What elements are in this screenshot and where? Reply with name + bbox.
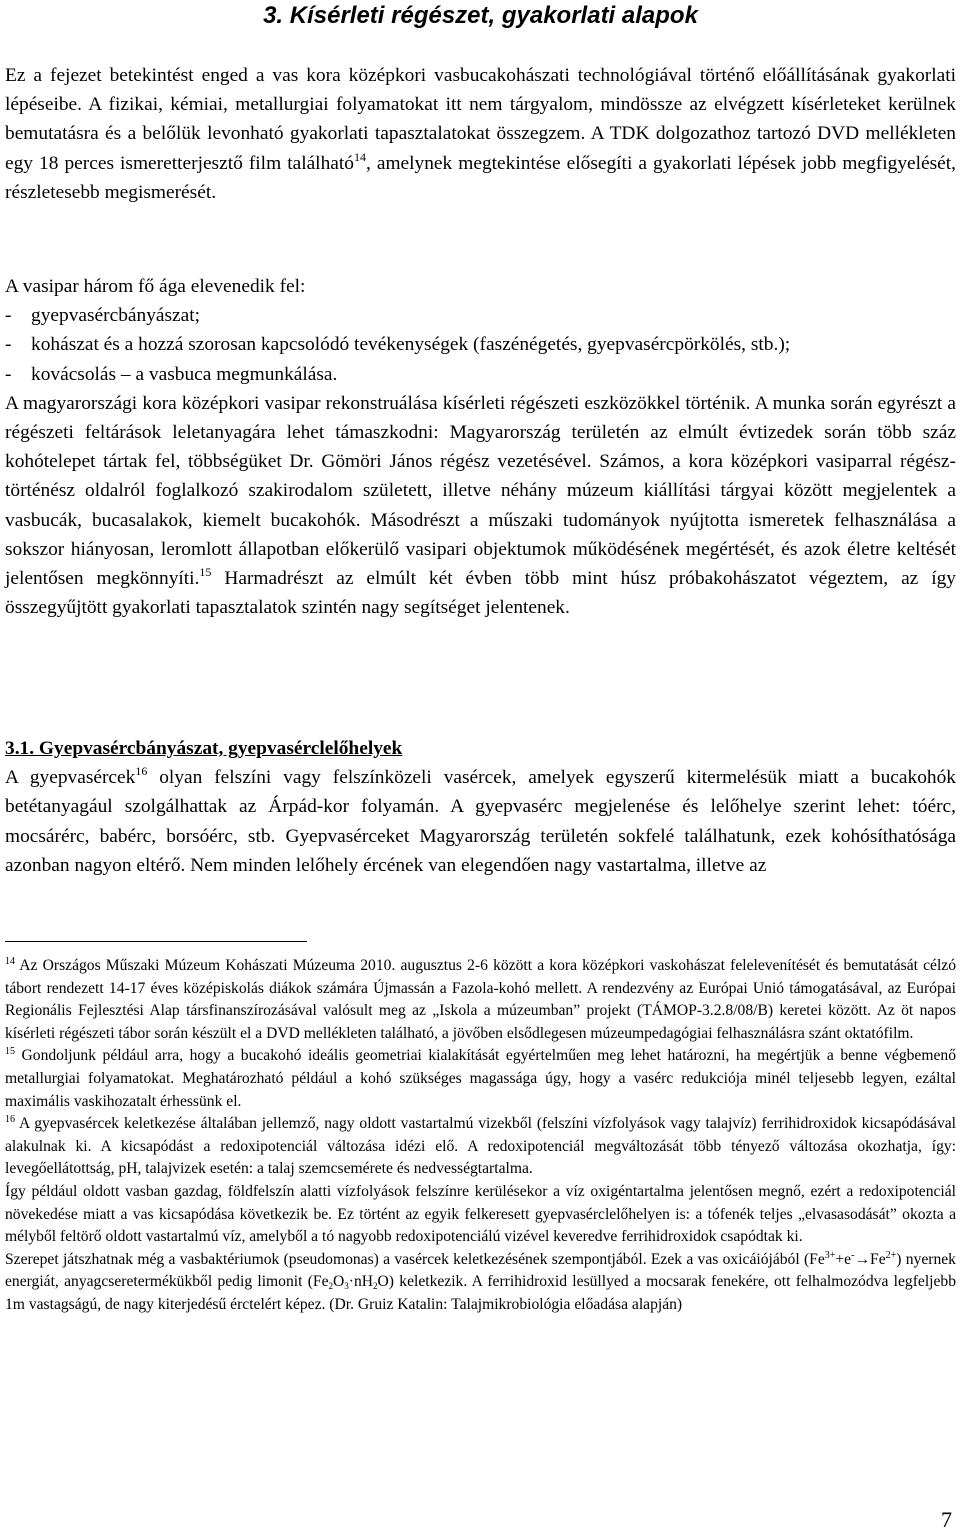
- section-paragraph: [5, 763, 956, 880]
- subscript: 2: [328, 1281, 334, 1292]
- list-item-text: kovácsolás – a vasbuca megmunkálása.: [31, 363, 338, 385]
- superscript: 3+: [824, 1249, 836, 1261]
- section-heading: 3.1. Gyepvasércbányászat, gyepvasérclelőhelyek: [5, 738, 403, 759]
- intro-paragraph: [5, 61, 956, 207]
- intro-text-part1: Ez a fejezet betekintést enged a vas kora középkori vasbucakohászati technológiával történő előállításának gyakorlati lépéseibe. A fizikai, kémiai, metallurgiai folyamatokat itt nem tárgyalom, mindössze az elvégzett kísérleteket kerülnek bemutatásra és a belőlük levonható gyakorlati tapasztalatokat összegzem. A TDK dolgozathoz tartozó DVD mellékleten egy 18 perces ismeretterjesztő film található: [5, 65, 956, 174]
- subscript: 3: [344, 1281, 349, 1292]
- page-number: 7: [941, 1507, 952, 1532]
- reconstruction-text-part2: Harmadrészt az elmúlt két évben több mint húsz próbakohászatot végeztem, az így összegyűjtött gyakorlati tapasztalatok szintén nagy segítséget jelentenek.: [5, 568, 956, 619]
- footnote-16-bacteria: [5, 1249, 956, 1317]
- intro-text-part2: , amelynek megtekintése elősegíti a gyakorlati lépések jobb megfigyelését, részletesebb megismerését.: [5, 152, 956, 203]
- section-3-1: [5, 734, 956, 880]
- footnotes: [5, 955, 956, 1317]
- list-dash: -: [5, 334, 12, 356]
- footnote-number: 16: [5, 1114, 15, 1126]
- arrow-icon: →: [854, 1250, 871, 1268]
- footnote-ref-16[interactable]: 16: [135, 764, 148, 779]
- footnote-14: [5, 955, 956, 1045]
- section-text-part1: A gyepvasércek: [5, 767, 136, 789]
- footnote-number: 15: [5, 1046, 15, 1058]
- footnote-15: [5, 1045, 956, 1113]
- list-item: [5, 360, 956, 389]
- footnote-16: [5, 1113, 956, 1181]
- list-item-text: kohászat és a hozzá szorosan kapcsolódó tevékenységek (faszénégetés, gyepvasércpörkölés, stb.);: [31, 334, 791, 356]
- footnote-text: A gyepvasércek keletkezése általában jellemző, nagy oldott vastartalmú vizekből (felszíni vízfolyások vagy talajvíz) ferrihidroxidok kicsapódásával alakulnak ki. A kicsapódást a redoxipotenciál változása idézi elő. A redoxipotenciál megváltozását több tényező változása okozhatja, így: levegőellátottság, pH, talajvizek esetén: a talaj szemcsemérete és nedvességtartalma.: [5, 1115, 956, 1178]
- footnote-ref-14[interactable]: 14: [353, 149, 366, 164]
- branches-lead: A vasipar három fő ága elevenedik fel:: [5, 276, 306, 297]
- list-dash: -: [5, 305, 12, 327]
- text-run: ·nH: [348, 1273, 374, 1291]
- subscript: 2: [373, 1281, 378, 1292]
- text-run: O) keletkezik. A ferrihidroxid lesüllyed a mocsarak fenekére, ott felhalmozódva legfeljebb 1m vastagságú, de nagy kiterjedésű érctelért képez. (Dr. Gruiz Katalin: Talajmikrobiológia előadása alapján): [5, 1273, 956, 1313]
- superscript: 2+: [885, 1249, 897, 1261]
- document-page: [5, 0, 956, 1537]
- superscript: -: [851, 1249, 855, 1261]
- branches-list: [5, 301, 956, 389]
- reconstruction-text-part1: A magyarországi kora középkori vasipar rekonstruálása kísérleti régészeti eszközökkel történik. A munka során egyrészt a régészeti feltárások leletanyagára lehet támaszkodni: Magyarország területén az elmúlt évtizedek során több száz kohótelepet tártak fel, többségüket Dr. Gömöri János régész vezetésével. Számos, a kora középkori vasiparral régész-történész oldalról foglalkozó szakirodalom született, illetve néhány múzeum kiállítási tárgyai között megjelentek a vasbucák, bucasalakok, kiemelt bucakohók. Másodrészt a műszaki tudományok nyújtotta ismeretek felhasználása a sokszor hiányosan, leromlott állapotban előkerülő vasipari objektumok működésének megértését, és azok életre keltését jelentősen megkönnyíti.: [5, 392, 956, 590]
- footnote-text: Gondoljunk például arra, hogy a bucakohó ideális geometriai kialakítását egyértelműen meg lehet határozni, ha megértjük a benne végbemenő metallurgiai folyamatokat. Meghatározható például a kohó szükséges magassága úgy, hogy a vasérc redukciója minél teljesebb legyen, ezáltal maximális vaskihozatalt érhessünk el.: [5, 1047, 956, 1110]
- footnote-text: Az Országos Műszaki Múzeum Kohászati Múzeuma 2010. augusztus 2-6 között a kora középkori vaskohászat felelevenítését és bemutatását célzó tábort rendezett 14-17 éves középiskolás diákok számára Újmassán a Fazola-kohó mellett. A rendezvény az Európai Unió támogatásával, az Európai Regionális Fejlesztési Alap társfinanszírozásával valósult meg az „Iskola a múzeumban” projekt (TÁMOP-3.2.8/08/B) keretei között. Az öt napos kísérleti régészeti tábor során készült el a DVD mellékleten található, a jövőben elsődlegesen múzeumpedagógiai felhasználásra szánt oktatófilm.: [5, 957, 956, 1042]
- text-run: ) nyernek energiát, anyagcseretermékükből pedig limonit (Fe: [5, 1250, 956, 1291]
- list-dash: -: [5, 363, 12, 385]
- text-run: O: [333, 1273, 345, 1291]
- text-run: Fe: [870, 1250, 886, 1268]
- text-run: Szerepet játszhatnak még a vasbaktériumok (pseudomonas) a vasércek keletkezésének szempontjából. Ezek a vas oxicáiójából (Fe: [5, 1250, 825, 1268]
- footnote-separator: [5, 941, 307, 942]
- chapter-heading: 3. Kísérleti régészet, gyakorlati alapok: [263, 2, 698, 29]
- list-item-text: gyepvasércbányászat;: [31, 305, 201, 327]
- text-run: +e: [835, 1250, 852, 1268]
- reconstruction-paragraph: [5, 389, 956, 623]
- footnote-16-continuation: Így például oldott vasban gazdag, földfelszín alatti vízfolyások felszínre kerülésekor a víz oxigéntartalma jelentősen megnő, ezért a redoxipotenciál növekedése miatt a vas kicsapódása következik be. Ez történt az egyik felkeresett gyepvasérclelőhelyen is: a tófenék teljes „elvasasodását” okozta a mélyből feltörő oldott vastartalmú víz, amelyből a tó nagyobb redoxipotenciálú vizével keveredve ferrihidroxidok csapódtak ki.: [5, 1182, 956, 1246]
- footnote-ref-15[interactable]: 15: [199, 565, 212, 580]
- footnote-number: 14: [5, 956, 15, 967]
- list-item: [5, 301, 956, 330]
- section-text-part2: olyan felszíni vagy felszínközeli vasércek, amelyek egyszerű kitermelésük miatt a bucakohók betétanyagául szolgálhattak az Árpád-kor folyamán. A gyepvasérc megjelenése és lelőhelye szerint lehet: tóérc, mocsárérc, babérc, borsóérc, stb. Gyepvasérceket Magyarország területén sokfelé találhatunk, ezek kohósíthatósága azonban nagyon eltérő. Nem minden lelőhely ércének van elegendően nagy vastartalma, illetve az: [5, 767, 956, 876]
- list-item: [5, 330, 956, 359]
- iron-industry-block: [5, 272, 956, 622]
